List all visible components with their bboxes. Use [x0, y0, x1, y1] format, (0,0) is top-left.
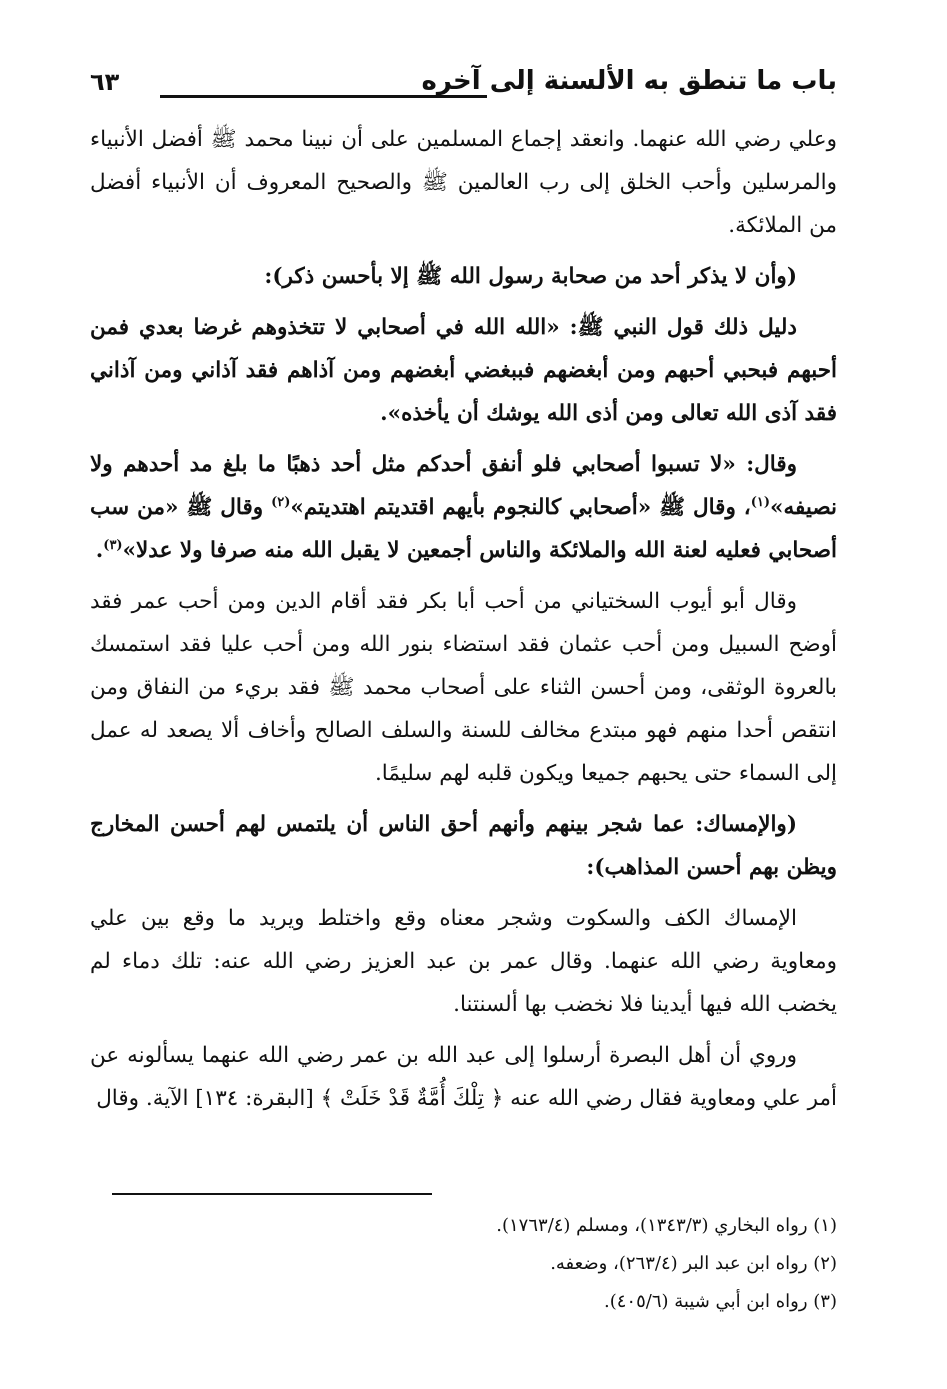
- main-text: [90, 118, 837, 1128]
- page-number: ٦٣: [90, 68, 120, 96]
- chapter-title: باب ما تنطق به الألسنة إلى آخره: [421, 66, 837, 96]
- footnote: (٢) رواه ابن عبد البر (٢٦٣/٤)، وضعفه.: [550, 1253, 837, 1274]
- paragraph-text: وقال: «لا تسبوا أصحابي فلو أنفق أحدكم مثل أحد ذهبًا ما بلغ مد أحدهم ولا نصيفه»: [90, 452, 837, 520]
- footnote-ref: (٢): [271, 494, 291, 510]
- page-header: [90, 66, 837, 112]
- footnote: (٣) رواه ابن أبي شيبة (٤٠٥/٦).: [604, 1291, 837, 1312]
- paragraph: وقال أبو أيوب السختياني من أحب أبا بكر فقد أقام الدين ومن أحب عمر فقد أوضح السبيل ومن أحب عثمان فقد استضاء بنور الله ومن أحب عليا فقد استمسك بالعروة الوثقى، ومن أحسن الثناء على أصحاب محمد ﷺ فقد بريء من النفاق ومن انتقص أحدا منهم فهو مبتدع مخالف للسنة والسلف الصالح وأخاف ألا يصعد له عمل إلى السماء حتى يحبهم جميعا ويكون قلبه لهم سليمًا.: [90, 589, 837, 786]
- paragraph-text: وقال ﷺ «من سب أصحابي فعليه لعنة الله والملائكة والناس أجمعين لا يقبل الله منه صرفا ولا عدلا»: [90, 495, 837, 563]
- footnote-rule: [112, 1193, 432, 1195]
- matn-heading: (وأن لا يذكر أحد من صحابة رسول الله ﷺ إلا بأحسن ذكر):: [264, 264, 797, 289]
- paragraph: وعلي رضي الله عنهما. وانعقد إجماع المسلمين على أن نبينا محمد ﷺ أفضل الأنبياء والمرسلين وأحب الخلق إلى رب العالمين ﷺ والصحيح المعروف أن الأنبياء أفضل من الملائكة.: [90, 127, 837, 238]
- paragraph: وروي أن أهل البصرة أرسلوا إلى عبد الله بن عمر رضي الله عنهما يسألونه عن أمر علي ومعاوية فقال رضي الله عنه ﴿ تِلْكَ أُمَّةٌ قَدْ خَلَتْ ﴾ [البقرة: ١٣٤] الآية. وقال: [90, 1043, 837, 1111]
- matn-heading: (والإمساك: عما شجر بينهم وأنهم أحق الناس أن يلتمس لهم أحسن المخارج ويظن بهم أحسن المذاهب):: [90, 812, 837, 880]
- footnote-ref: (١): [750, 494, 771, 510]
- paragraph: [90, 443, 837, 572]
- paragraph: دليل ذلك قول النبي ﷺ: «الله الله في أصحابي لا تتخذوهم غرضا بعدي فمن أحبهم فبحبي أحبهم ومن أبغضهم فببغضي أبغضهم ومن آذاهم فقد آذاني ومن آذاني فقد آذى الله تعالى ومن أذى الله يوشك أن يأخذه».: [90, 315, 837, 426]
- footnotes: [90, 1207, 837, 1321]
- header-rule: [160, 95, 487, 98]
- footnote: (١) رواه البخاري (١٣٤٣/٣)، ومسلم (١٧٦٣/٤).: [496, 1215, 837, 1236]
- footnote-ref: (٣): [103, 537, 123, 553]
- paragraph-text: ، وقال ﷺ «أصحابي كالنجوم بأيهم اقتديتم اهتديتم»: [290, 495, 751, 520]
- paragraph: الإمساك الكف والسكوت وشجر معناه وقع واختلط ويريد ما وقع بين علي ومعاوية رضي الله عنهما. وقال عمر بن عبد العزيز رضي الله عنه: تلك دماء لم يخضب الله فيها أيدينا فلا نخضب بها ألسنتنا.: [90, 906, 837, 1017]
- paragraph-text: .: [95, 538, 104, 563]
